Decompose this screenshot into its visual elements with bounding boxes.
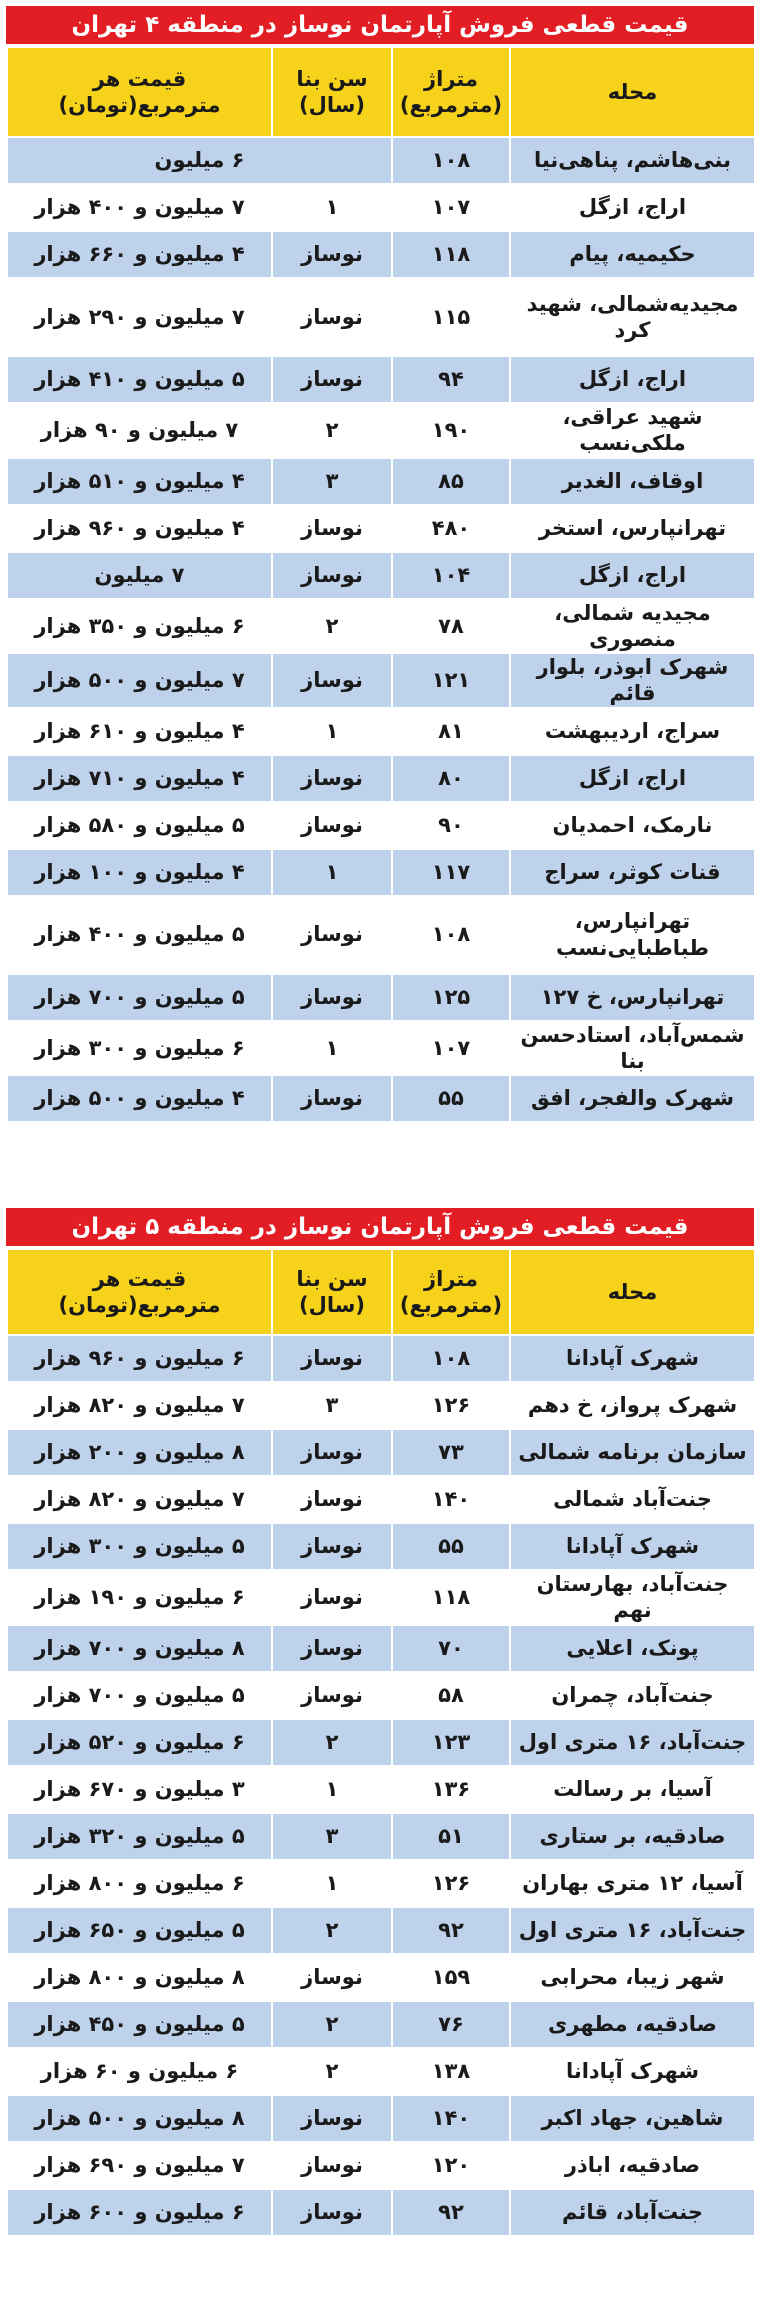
- price-table: [6, 1248, 756, 2237]
- cell-size: ۱۳۸: [392, 2048, 510, 2095]
- cell-age: نوساز: [272, 755, 392, 802]
- header-area: محله: [510, 47, 755, 137]
- cell-size: ۵۸: [392, 1672, 510, 1719]
- cell-age: ۲: [272, 599, 392, 654]
- header-area: محله: [510, 1249, 755, 1335]
- cell-size: ۸۵: [392, 458, 510, 505]
- cell-age: نوساز: [272, 2142, 392, 2189]
- table-row: [7, 403, 755, 458]
- table-row: [7, 1021, 755, 1076]
- table-row: [7, 1429, 755, 1476]
- cell-area: پونک، اعلایی: [510, 1625, 755, 1672]
- cell-price: ۴ میلیون و ۹۶۰ هزار: [7, 505, 272, 552]
- cell-price: ۷ میلیون و ۶۹۰ هزار: [7, 2142, 272, 2189]
- cell-size: ۱۲۶: [392, 1382, 510, 1429]
- cell-age: نوساز: [272, 802, 392, 849]
- cell-area: تهرانپارس، خ ۱۲۷: [510, 974, 755, 1021]
- cell-price: ۶ میلیون و ۶۰۰ هزار: [7, 2189, 272, 2236]
- table-row: [7, 708, 755, 755]
- cell-age: نوساز: [272, 1672, 392, 1719]
- table-row: [7, 184, 755, 231]
- table-row: [7, 231, 755, 278]
- table-row: [7, 1476, 755, 1523]
- cell-age: نوساز: [272, 896, 392, 974]
- district-5-price-table: [6, 1208, 754, 2237]
- cell-area: اوقاف، الغدیر: [510, 458, 755, 505]
- cell-area: شهرک والفجر، افق: [510, 1075, 755, 1122]
- cell-age: نوساز: [272, 1954, 392, 2001]
- cell-price: ۷ میلیون و ۸۲۰ هزار: [7, 1382, 272, 1429]
- cell-size: ۱۴۰: [392, 1476, 510, 1523]
- cell-size: ۱۰۸: [392, 1335, 510, 1382]
- cell-age: نوساز: [272, 653, 392, 708]
- cell-age: ۲: [272, 1907, 392, 1954]
- cell-price: ۶ میلیون و ۹۶۰ هزار: [7, 1335, 272, 1382]
- cell-age: ۱: [272, 708, 392, 755]
- cell-size: ۹۰: [392, 802, 510, 849]
- cell-price: ۴ میلیون و ۶۶۰ هزار: [7, 231, 272, 278]
- cell-price: ۴ میلیون و ۵۰۰ هزار: [7, 1075, 272, 1122]
- cell-area: بنی‌هاشم، پناهی‌نیا: [510, 137, 755, 184]
- cell-price: ۴ میلیون و ۱۰۰ هزار: [7, 849, 272, 896]
- cell-area: اراج، ازگل: [510, 184, 755, 231]
- cell-size: ۱۰۷: [392, 184, 510, 231]
- table-row: [7, 896, 755, 974]
- cell-size: ۱۲۶: [392, 1860, 510, 1907]
- table-row: [7, 974, 755, 1021]
- table-row: [7, 1382, 755, 1429]
- table-row: [7, 2001, 755, 2048]
- cell-age: نوساز: [272, 974, 392, 1021]
- cell-price: ۵ میلیون و ۷۰۰ هزار: [7, 974, 272, 1021]
- cell-price: ۵ میلیون و ۵۸۰ هزار: [7, 802, 272, 849]
- cell-price: ۴ میلیون و ۵۱۰ هزار: [7, 458, 272, 505]
- cell-size: ۷۰: [392, 1625, 510, 1672]
- cell-age: نوساز: [272, 1429, 392, 1476]
- cell-age: ۳: [272, 1813, 392, 1860]
- table-row: [7, 1719, 755, 1766]
- cell-price: ۶ میلیون و ۵۲۰ هزار: [7, 1719, 272, 1766]
- cell-size: ۴۸۰: [392, 505, 510, 552]
- cell-price: ۷ میلیون و ۹۰ هزار: [7, 403, 272, 458]
- cell-area: تهرانپارس، طباطبایی‌نسب: [510, 896, 755, 974]
- cell-area: اراج، ازگل: [510, 356, 755, 403]
- cell-area: سراج، اردیبهشت: [510, 708, 755, 755]
- cell-area: جنت‌آباد، ۱۶ متری اول: [510, 1907, 755, 1954]
- cell-age: نوساز: [272, 1476, 392, 1523]
- cell-price: ۵ میلیون و ۷۰۰ هزار: [7, 1672, 272, 1719]
- table-row: [7, 458, 755, 505]
- cell-area: مجیدیه شمالی، منصوری: [510, 599, 755, 654]
- cell-age: ۲: [272, 2001, 392, 2048]
- cell-area: آسیا، بر رسالت: [510, 1766, 755, 1813]
- cell-age: نوساز: [272, 552, 392, 599]
- table-row: [7, 1075, 755, 1122]
- table-row: [7, 1766, 755, 1813]
- cell-size: ۱۲۵: [392, 974, 510, 1021]
- cell-area: صادقیه، اباذر: [510, 2142, 755, 2189]
- cell-size: ۷۶: [392, 2001, 510, 2048]
- cell-area: شهرک ابوذر، بلوار قائم: [510, 653, 755, 708]
- table-body: [7, 137, 755, 1122]
- cell-age: ۱: [272, 184, 392, 231]
- cell-area: شهرک پرواز، خ دهم: [510, 1382, 755, 1429]
- header-age: سن بنا (سال): [272, 1249, 392, 1335]
- table-row: [7, 2048, 755, 2095]
- cell-area: شهر زیبا، محرابی: [510, 1954, 755, 2001]
- cell-age: نوساز: [272, 356, 392, 403]
- cell-price: ۵ میلیون و ۴۱۰ هزار: [7, 356, 272, 403]
- price-table: [6, 46, 756, 1123]
- table-body: [7, 1335, 755, 2236]
- cell-area: شهرک آپادانا: [510, 1523, 755, 1570]
- cell-price: ۴ میلیون و ۷۱۰ هزار: [7, 755, 272, 802]
- cell-price: ۵ میلیون و ۴۰۰ هزار: [7, 896, 272, 974]
- cell-age: نوساز: [272, 1075, 392, 1122]
- cell-price: ۶ میلیون: [7, 137, 392, 184]
- table-row: [7, 278, 755, 356]
- cell-area: سازمان برنامه شمالی: [510, 1429, 755, 1476]
- cell-area: جنت‌آباد، ۱۶ متری اول: [510, 1719, 755, 1766]
- cell-size: ۱۴۰: [392, 2095, 510, 2142]
- cell-area: نارمک، احمدیان: [510, 802, 755, 849]
- cell-age: ۳: [272, 1382, 392, 1429]
- cell-age: ۳: [272, 458, 392, 505]
- cell-size: ۱۵۹: [392, 1954, 510, 2001]
- header-row: [7, 1249, 755, 1335]
- cell-age: نوساز: [272, 1570, 392, 1625]
- cell-size: ۹۴: [392, 356, 510, 403]
- cell-area: آسیا، ۱۲ متری بهاران: [510, 1860, 755, 1907]
- cell-size: ۱۱۵: [392, 278, 510, 356]
- cell-price: ۷ میلیون و ۲۹۰ هزار: [7, 278, 272, 356]
- cell-age: نوساز: [272, 1625, 392, 1672]
- cell-age: ۱: [272, 1021, 392, 1076]
- cell-area: تهرانپارس، استخر: [510, 505, 755, 552]
- cell-age: نوساز: [272, 231, 392, 278]
- cell-area: جنت‌آباد، بهارستان نهم: [510, 1570, 755, 1625]
- table-row: [7, 2142, 755, 2189]
- cell-price: ۵ میلیون و ۴۵۰ هزار: [7, 2001, 272, 2048]
- header-price: قیمت هر مترمربع(تومان): [7, 1249, 272, 1335]
- cell-area: شهید عراقی، ملکی‌نسب: [510, 403, 755, 458]
- cell-price: ۶ میلیون و ۱۹۰ هزار: [7, 1570, 272, 1625]
- cell-size: ۵۱: [392, 1813, 510, 1860]
- cell-size: ۱۱۸: [392, 1570, 510, 1625]
- cell-size: ۱۰۴: [392, 552, 510, 599]
- cell-size: ۱۰۸: [392, 137, 510, 184]
- cell-size: ۱۹۰: [392, 403, 510, 458]
- table-row: [7, 1625, 755, 1672]
- cell-price: ۶ میلیون و ۶۰ هزار: [7, 2048, 272, 2095]
- table-row: [7, 653, 755, 708]
- cell-age: نوساز: [272, 1523, 392, 1570]
- cell-price: ۵ میلیون و ۳۲۰ هزار: [7, 1813, 272, 1860]
- table-row: [7, 849, 755, 896]
- cell-price: ۶ میلیون و ۳۵۰ هزار: [7, 599, 272, 654]
- cell-age: نوساز: [272, 505, 392, 552]
- table-row: [7, 2189, 755, 2236]
- table-row: [7, 1860, 755, 1907]
- cell-price: ۶ میلیون و ۳۰۰ هزار: [7, 1021, 272, 1076]
- table-row: [7, 1954, 755, 2001]
- table-row: [7, 1335, 755, 1382]
- cell-size: ۱۱۷: [392, 849, 510, 896]
- cell-price: ۷ میلیون و ۴۰۰ هزار: [7, 184, 272, 231]
- cell-age: ۲: [272, 403, 392, 458]
- cell-price: ۷ میلیون و ۸۲۰ هزار: [7, 1476, 272, 1523]
- cell-age: ۲: [272, 1719, 392, 1766]
- cell-price: ۸ میلیون و ۷۰۰ هزار: [7, 1625, 272, 1672]
- cell-area: اراج، ازگل: [510, 755, 755, 802]
- cell-size: ۱۲۰: [392, 2142, 510, 2189]
- table-row: [7, 599, 755, 654]
- cell-size: ۱۳۶: [392, 1766, 510, 1813]
- cell-age: ۱: [272, 1860, 392, 1907]
- table-row: [7, 2095, 755, 2142]
- district-4-price-table: [6, 6, 754, 1123]
- cell-age: ۱: [272, 1766, 392, 1813]
- cell-age: ۲: [272, 2048, 392, 2095]
- cell-price: ۵ میلیون و ۳۰۰ هزار: [7, 1523, 272, 1570]
- cell-area: مجیدیه‌شمالی، شهید کرد: [510, 278, 755, 356]
- table-row: [7, 802, 755, 849]
- cell-price: ۵ میلیون و ۶۵۰ هزار: [7, 1907, 272, 1954]
- table-row: [7, 1523, 755, 1570]
- cell-price: ۸ میلیون و ۸۰۰ هزار: [7, 1954, 272, 2001]
- table-row: [7, 1570, 755, 1625]
- table-row: [7, 137, 755, 184]
- header-age: سن بنا (سال): [272, 47, 392, 137]
- table-title: قیمت قطعی فروش آپارتمان نوساز در منطقه ۴ تهران: [6, 6, 754, 46]
- cell-area: شمس‌آباد، استادحسن بنا: [510, 1021, 755, 1076]
- cell-price: ۸ میلیون و ۲۰۰ هزار: [7, 1429, 272, 1476]
- table-row: [7, 755, 755, 802]
- table-row: [7, 505, 755, 552]
- cell-price: ۳ میلیون و ۶۷۰ هزار: [7, 1766, 272, 1813]
- cell-size: ۹۲: [392, 2189, 510, 2236]
- header-size: متراژ (مترمربع): [392, 1249, 510, 1335]
- cell-area: شهرک آپادانا: [510, 1335, 755, 1382]
- header-row: [7, 47, 755, 137]
- table-row: [7, 1907, 755, 1954]
- cell-price: ۸ میلیون و ۵۰۰ هزار: [7, 2095, 272, 2142]
- cell-area: شاهین، جهاد اکبر: [510, 2095, 755, 2142]
- cell-size: ۱۲۱: [392, 653, 510, 708]
- cell-area: جنت‌آباد، چمران: [510, 1672, 755, 1719]
- cell-size: ۵۵: [392, 1523, 510, 1570]
- header-size: متراژ (مترمربع): [392, 47, 510, 137]
- cell-area: جنت‌آباد، قائم: [510, 2189, 755, 2236]
- cell-size: ۱۱۸: [392, 231, 510, 278]
- cell-size: ۱۲۳: [392, 1719, 510, 1766]
- cell-age: ۱: [272, 849, 392, 896]
- cell-size: ۵۵: [392, 1075, 510, 1122]
- cell-area: قنات کوثر، سراج: [510, 849, 755, 896]
- table-title: قیمت قطعی فروش آپارتمان نوساز در منطقه ۵ تهران: [6, 1208, 754, 1248]
- cell-area: شهرک آپادانا: [510, 2048, 755, 2095]
- cell-size: ۱۰۷: [392, 1021, 510, 1076]
- cell-area: اراج، ازگل: [510, 552, 755, 599]
- table-row: [7, 1672, 755, 1719]
- header-price: قیمت هر مترمربع(تومان): [7, 47, 272, 137]
- cell-age: نوساز: [272, 2189, 392, 2236]
- cell-size: ۷۸: [392, 599, 510, 654]
- cell-size: ۸۰: [392, 755, 510, 802]
- cell-size: ۹۲: [392, 1907, 510, 1954]
- table-row: [7, 356, 755, 403]
- cell-price: ۴ میلیون و ۶۱۰ هزار: [7, 708, 272, 755]
- table-row: [7, 552, 755, 599]
- cell-size: ۱۰۸: [392, 896, 510, 974]
- cell-age: نوساز: [272, 2095, 392, 2142]
- cell-price: ۶ میلیون و ۸۰۰ هزار: [7, 1860, 272, 1907]
- cell-price: ۷ میلیون: [7, 552, 272, 599]
- cell-age: نوساز: [272, 278, 392, 356]
- cell-size: ۸۱: [392, 708, 510, 755]
- cell-price: ۷ میلیون و ۵۰۰ هزار: [7, 653, 272, 708]
- cell-area: صادقیه، مطهری: [510, 2001, 755, 2048]
- cell-area: جنت‌آباد شمالی: [510, 1476, 755, 1523]
- cell-area: حکیمیه، پیام: [510, 231, 755, 278]
- table-row: [7, 1813, 755, 1860]
- cell-area: صادقیه، بر ستاری: [510, 1813, 755, 1860]
- cell-age: نوساز: [272, 1335, 392, 1382]
- cell-size: ۷۳: [392, 1429, 510, 1476]
